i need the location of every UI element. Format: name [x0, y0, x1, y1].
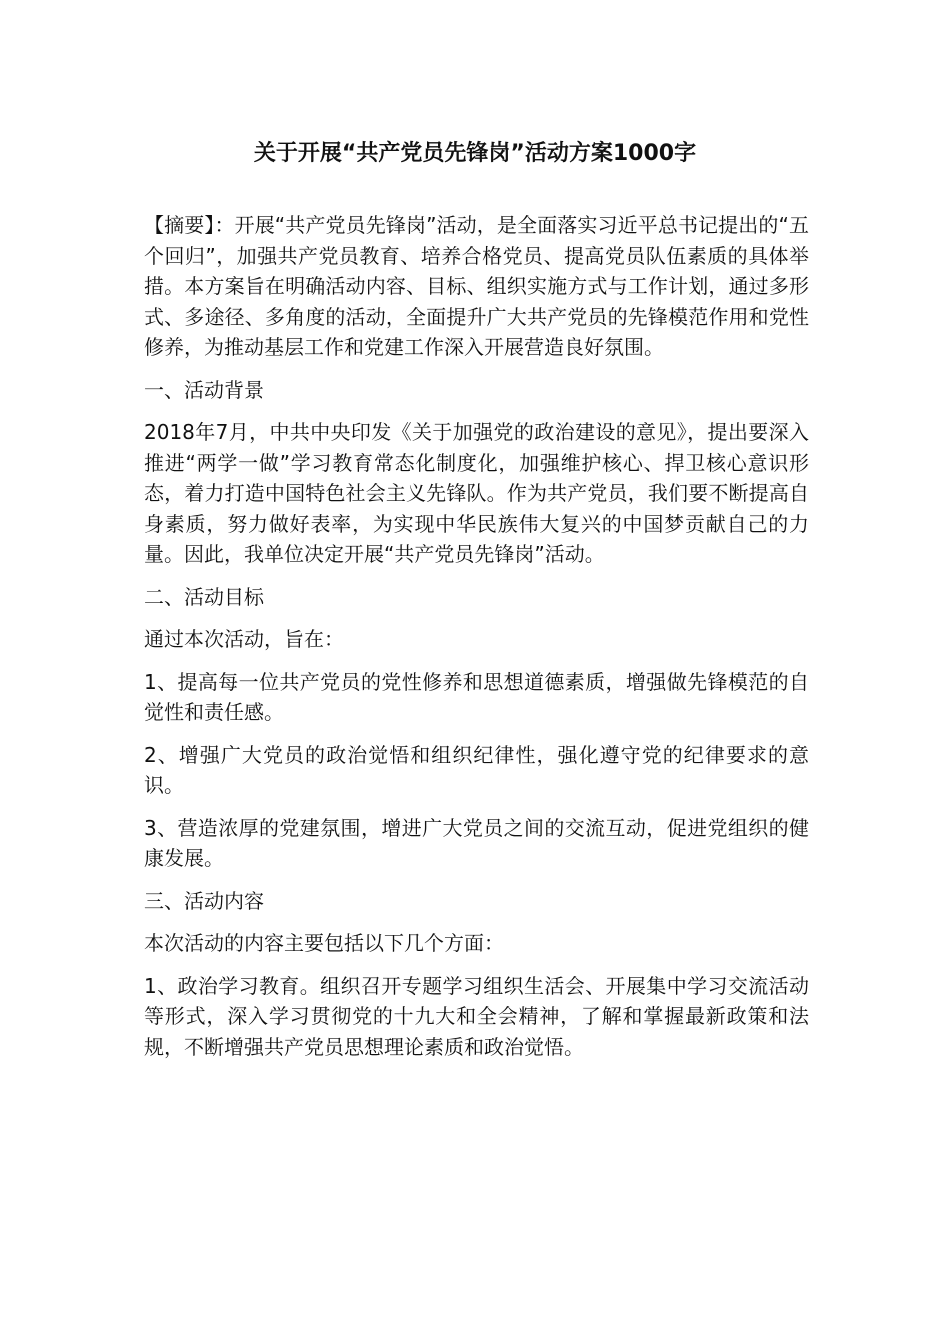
section-heading-goals: 二、活动目标 [144, 584, 264, 609]
goal-item-3: 3、营造浓厚的党建氛围，增进广大党员之间的交流互动，促进党组织的健康发展。 [144, 815, 809, 870]
document-title: 关于开展“共产党员先锋岗”活动方案1000字 [253, 141, 697, 166]
goal-item-2: 2、增强广大党员的政治觉悟和组织纪律性，强化遵守党的纪律要求的意识。 [144, 742, 809, 797]
document-body [144, 210, 809, 1074]
goals-intro: 通过本次活动，旨在： [144, 627, 344, 651]
content-intro: 本次活动的内容主要包括以下几个方面： [144, 931, 504, 955]
abstract-paragraph: 【摘要】：开展“共产党员先锋岗”活动，是全面落实习近平总书记提出的“五个回归”，加强共产党员教育、培养合格党员、提高党员队伍素质的具体举措。本方案旨在明确活动内容、目标、组织实施方式与工作计划，通过多形式、多途径、多角度的活动，全面提升广大共产党员的先锋模范作用和党性修养，为推动基层工作和党建工作深入开展营造良好氛围。 [144, 213, 809, 359]
content-item-1: 1、政治学习教育。组织召开专题学习组织生活会、开展集中学习交流活动等形式，深入学习贯彻党的十九大和全会精神，了解和掌握最新政策和法规，不断增强共产党员思想理论素质和政治觉悟。 [144, 973, 809, 1059]
section-heading-background: 一、活动背景 [144, 377, 264, 402]
goal-item-1: 1、提高每一位共产党员的党性修养和思想道德素质，增强做先锋模范的自觉性和责任感。 [144, 669, 809, 724]
background-paragraph: 2018年7月，中共中央印发《关于加强党的政治建设的意见》，提出要深入推进“两学一做”学习教育常态化制度化，加强维护核心、捍卫核心意识形态，着力打造中国特色社会主义先锋队。作为共产党员，我们要不断提高自身素质，努力做好表率，为实现中华民族伟大复兴的中国梦贡献自己的力量。因此，我单位决定开展“共产党员先锋岗”活动。 [144, 420, 809, 566]
section-heading-content: 三、活动内容 [144, 888, 264, 913]
